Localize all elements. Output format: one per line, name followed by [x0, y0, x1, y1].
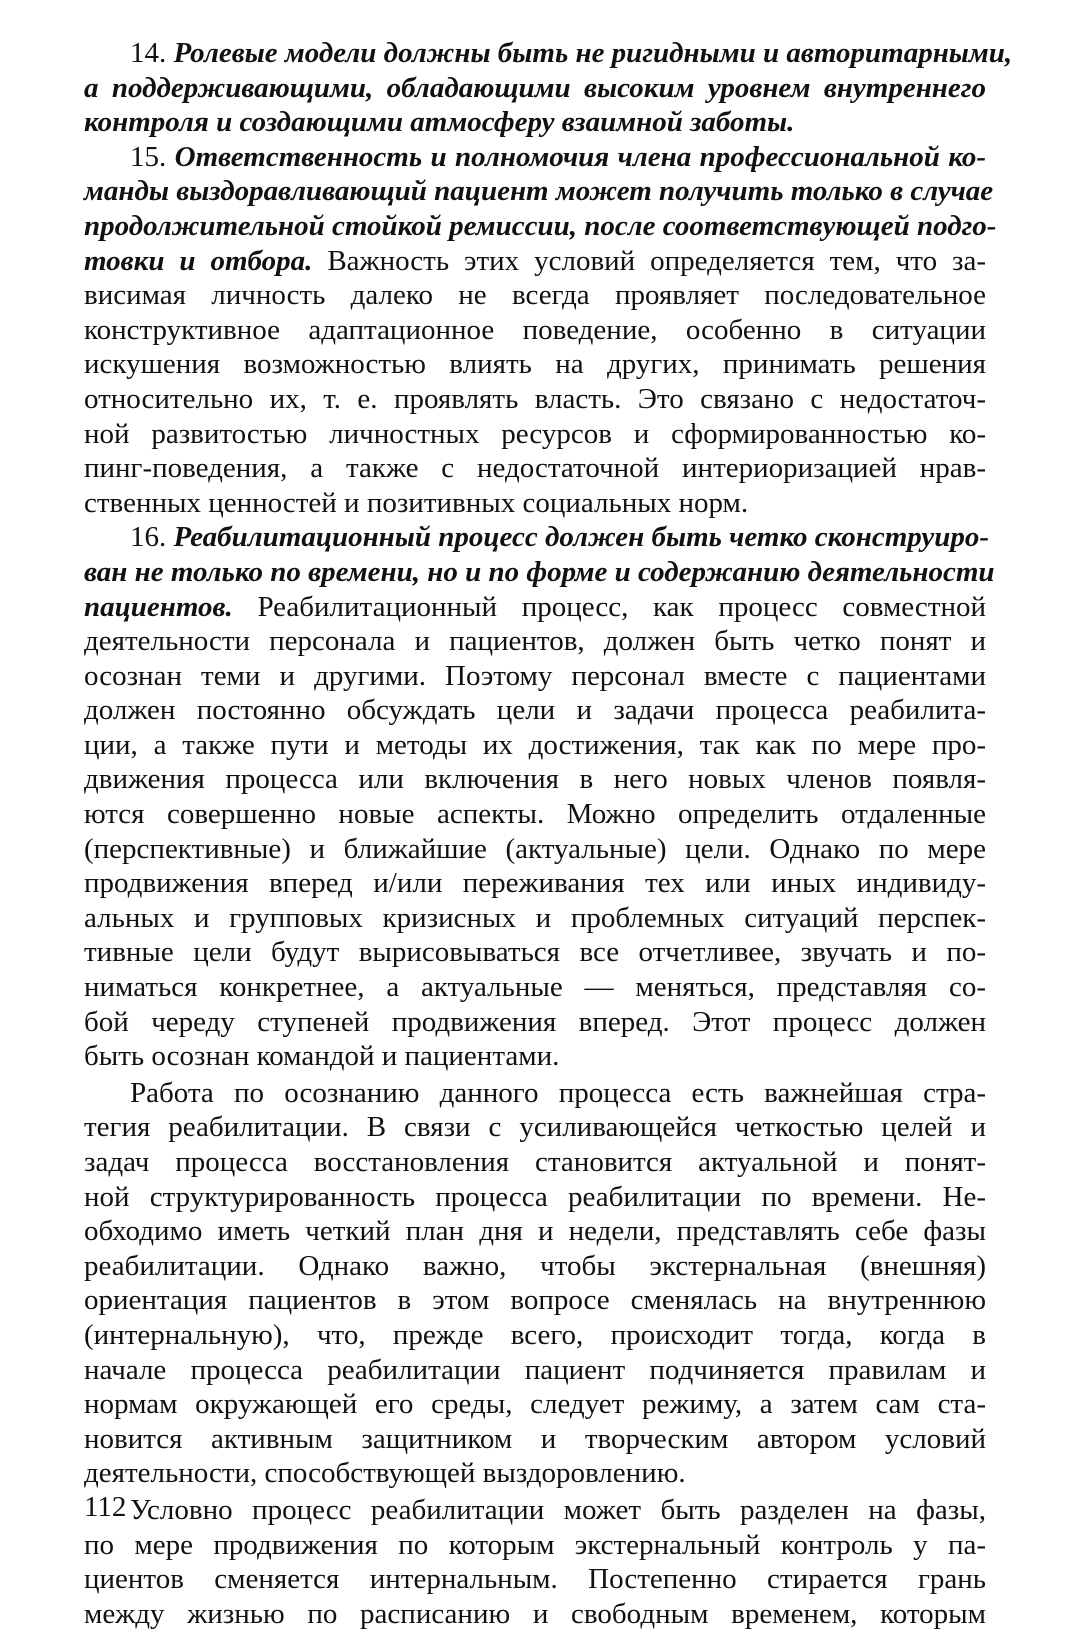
italic-text-run: Ответственность и полномочия члена профессиональной ко- [174, 140, 987, 173]
text-run: деятельности, способствующей выздоровлению. [84, 1457, 686, 1490]
text-line [84, 1528, 986, 1563]
text-run: осознан теми и другими. Поэтому персонал вместе с пациентами [84, 659, 986, 692]
text-line [84, 313, 986, 348]
text-run: бой череду ступеней продвижения вперед. Этот процесс должен [84, 1005, 986, 1038]
text-line [84, 1005, 986, 1040]
text-line [84, 590, 986, 625]
text-run: начале процесса реабилитации пациент подчиняется правилам и [84, 1353, 986, 1386]
text-line [84, 1039, 986, 1074]
italic-text-run: а поддерживающими, обладающими высоким уровнем внутреннего [84, 71, 986, 104]
text-line [84, 728, 986, 763]
text-run: Условно процесс реабилитации может быть разделен на фазы, [130, 1493, 986, 1526]
text-line [84, 693, 986, 728]
text-run: обходимо иметь четкий план дня и недели, представлять себе фазы [84, 1215, 986, 1248]
text-run: продвижения вперед и/или переживания тех или иных индивиду- [84, 867, 986, 900]
text-line [84, 1387, 986, 1422]
text-line [84, 555, 995, 590]
text-line [84, 451, 986, 486]
text-run: нормам окружающей его среды, следует режиму, а затем сам ста- [84, 1388, 986, 1421]
text-line [84, 659, 986, 694]
text-run: ной развитостью личностных ресурсов и сформированностью ко- [84, 417, 986, 450]
text-run: 14. [130, 37, 174, 69]
text-line [84, 417, 986, 452]
italic-text-run: Реабилитационный процесс должен быть четко сконструиро- [173, 521, 990, 554]
text-line [84, 347, 986, 382]
text-line [84, 866, 986, 901]
text-line [84, 832, 986, 867]
text-line [84, 174, 994, 209]
text-run: должен постоянно обсуждать цели и задачи процесса реабилита- [84, 694, 986, 727]
text-run: новится активным защитником и творческим автором условий [84, 1422, 986, 1455]
text-line [84, 36, 1013, 71]
text-line [84, 762, 986, 797]
text-line [84, 244, 986, 279]
text-run: между жизнью по расписанию и свободным временем, которым [84, 1597, 986, 1630]
text-line [84, 1456, 986, 1491]
text-run: Работа по осознанию данного процесса есть важнейшая стра- [130, 1076, 986, 1109]
text-run: искушения возможностью влиять на других, принимать решения [84, 348, 986, 381]
text-run: Важность этих условий определяется тем, что за- [312, 244, 987, 277]
text-line [84, 1353, 986, 1388]
text-line [84, 1597, 986, 1631]
text-line [84, 1283, 986, 1318]
text-run: ной структурированность процесса реабилитации по времени. Не- [84, 1180, 986, 1213]
italic-text-run: ван не только по времени, но и по форме и содержанию деятельности [84, 555, 995, 588]
text-run: ции, а также пути и методы их достижения, так как по мере про- [84, 728, 986, 761]
text-run: циентов сменяется интернальным. Постепенно стирается грань [84, 1563, 986, 1596]
text-run: висимая личность далеко не всегда проявляет последовательное [84, 279, 986, 312]
text-line [84, 901, 986, 936]
text-line [84, 935, 986, 970]
text-line [84, 71, 986, 106]
text-run: ориентация пациентов в этом вопросе сменялась на внутреннюю [84, 1284, 986, 1317]
text-line [84, 1422, 986, 1457]
text-run: относительно их, т. е. проявлять власть. Это связано с недостаточ- [84, 382, 986, 415]
text-run: альных и групповых кризисных и проблемных ситуаций перспек- [84, 901, 986, 934]
text-run: Реабилитационный процесс, как процесс совместной [232, 590, 986, 623]
italic-text-run: пациентов. [84, 590, 233, 623]
text-line [84, 970, 986, 1005]
italic-text-run: контроля и создающими атмосферу взаимной заботы. [84, 106, 795, 139]
text-line [84, 140, 986, 175]
text-line [84, 1493, 986, 1528]
text-line [84, 1145, 986, 1180]
text-run: конструктивное адаптационное поведение, особенно в ситуации [84, 313, 986, 346]
text-line [84, 1214, 986, 1249]
italic-text-run: продолжительной стойкой ремиссии, после соответствующей подго- [84, 209, 997, 242]
text-run: быть осознан командой и пациентами. [84, 1040, 560, 1073]
text-run: ственных ценностей и позитивных социальных норм. [84, 486, 749, 519]
text-run: реабилитации. Однако важно, чтобы экстернальная (внешняя) [84, 1249, 986, 1282]
page-body [84, 36, 1013, 1631]
text-line [84, 209, 997, 244]
text-line [84, 1180, 986, 1215]
text-run: тегия реабилитации. В связи с усиливающейся четкостью целей и [84, 1111, 986, 1144]
text-run: ются совершенно новые аспекты. Можно определить отдаленные [84, 798, 986, 831]
text-line [84, 1562, 986, 1597]
text-run: (интернальную), что, прежде всего, происходит тогда, когда в [84, 1318, 986, 1351]
text-run: 15. [130, 140, 175, 173]
text-line [84, 1110, 986, 1145]
text-run: (перспективные) и ближайшие (актуальные) цели. Однако по мере [84, 832, 986, 865]
text-run: движения процесса или включения в него новых членов появля- [84, 763, 986, 796]
text-run: 16. [130, 521, 174, 554]
text-run: деятельности персонала и пациентов, должен быть четко понят и [84, 625, 986, 658]
body-text [84, 36, 1013, 1631]
text-run: по мере продвижения по которым экстернальный контроль у па- [84, 1528, 986, 1561]
text-line [84, 105, 986, 140]
text-line [84, 1249, 986, 1284]
text-line [84, 797, 986, 832]
text-run: тивные цели будут вырисовываться все отчетливее, звучать и по- [84, 936, 986, 969]
text-line [84, 382, 986, 417]
text-run: задач процесса восстановления становится актуальной и понят- [84, 1146, 986, 1178]
text-run: ниматься конкретнее, а актуальные — меняться, представляя со- [84, 971, 986, 1004]
text-line [84, 520, 990, 555]
text-run: пинг-поведения, а также с недостаточной интериоризацией нрав- [84, 452, 986, 485]
italic-text-run: манды выздоравливающий пациент может получить только в случае [84, 175, 994, 208]
text-line [84, 1318, 986, 1353]
italic-text-run: товки и отбора. [84, 244, 313, 277]
italic-text-run: Ролевые модели должны быть не ригидными и авторитарными, [173, 37, 1013, 69]
text-line [84, 278, 986, 313]
text-line [84, 624, 986, 659]
text-line [84, 486, 986, 521]
page-number: 112 [84, 1491, 127, 1523]
text-line [84, 1076, 986, 1111]
